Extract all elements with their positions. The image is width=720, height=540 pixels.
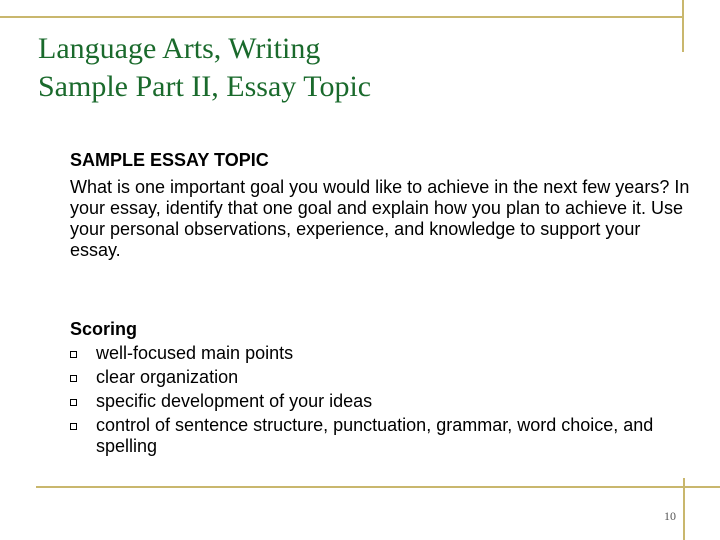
title-line-1: Language Arts, Writing xyxy=(38,32,321,65)
hollow-square-bullet-icon xyxy=(70,351,77,358)
scoring-item xyxy=(70,391,690,412)
title-line-2: Sample Part II, Essay Topic xyxy=(38,70,372,103)
hollow-square-bullet-icon xyxy=(70,375,77,382)
top-vertical-rule xyxy=(682,0,684,52)
scoring-item-text: specific development of your ideas xyxy=(96,391,373,411)
topic-paragraph: What is one important goal you would like to achieve in the next few years? In your essay, identify that one goal and explain how you plan to achieve it. Use your personal observations, experience, and knowledge to support your essay. xyxy=(70,177,690,260)
bottom-horizontal-rule xyxy=(36,486,720,488)
top-horizontal-rule xyxy=(0,16,683,18)
scoring-item xyxy=(70,415,690,457)
page-number: 10 xyxy=(664,509,676,523)
hollow-square-bullet-icon xyxy=(70,423,77,430)
scoring-heading: Scoring xyxy=(70,319,138,339)
scoring-item-text: clear organization xyxy=(96,367,239,387)
hollow-square-bullet-icon xyxy=(70,399,77,406)
scoring-list xyxy=(70,343,690,457)
scoring-item-text: well-focused main points xyxy=(96,343,294,363)
slide-content xyxy=(70,150,690,460)
scoring-item xyxy=(70,343,690,364)
topic-heading: SAMPLE ESSAY TOPIC xyxy=(70,150,269,170)
bottom-vertical-rule xyxy=(683,478,685,540)
scoring-item xyxy=(70,367,690,388)
scoring-item-text: control of sentence structure, punctuation, grammar, word choice, and spelling xyxy=(96,415,654,456)
slide-title xyxy=(38,30,371,106)
